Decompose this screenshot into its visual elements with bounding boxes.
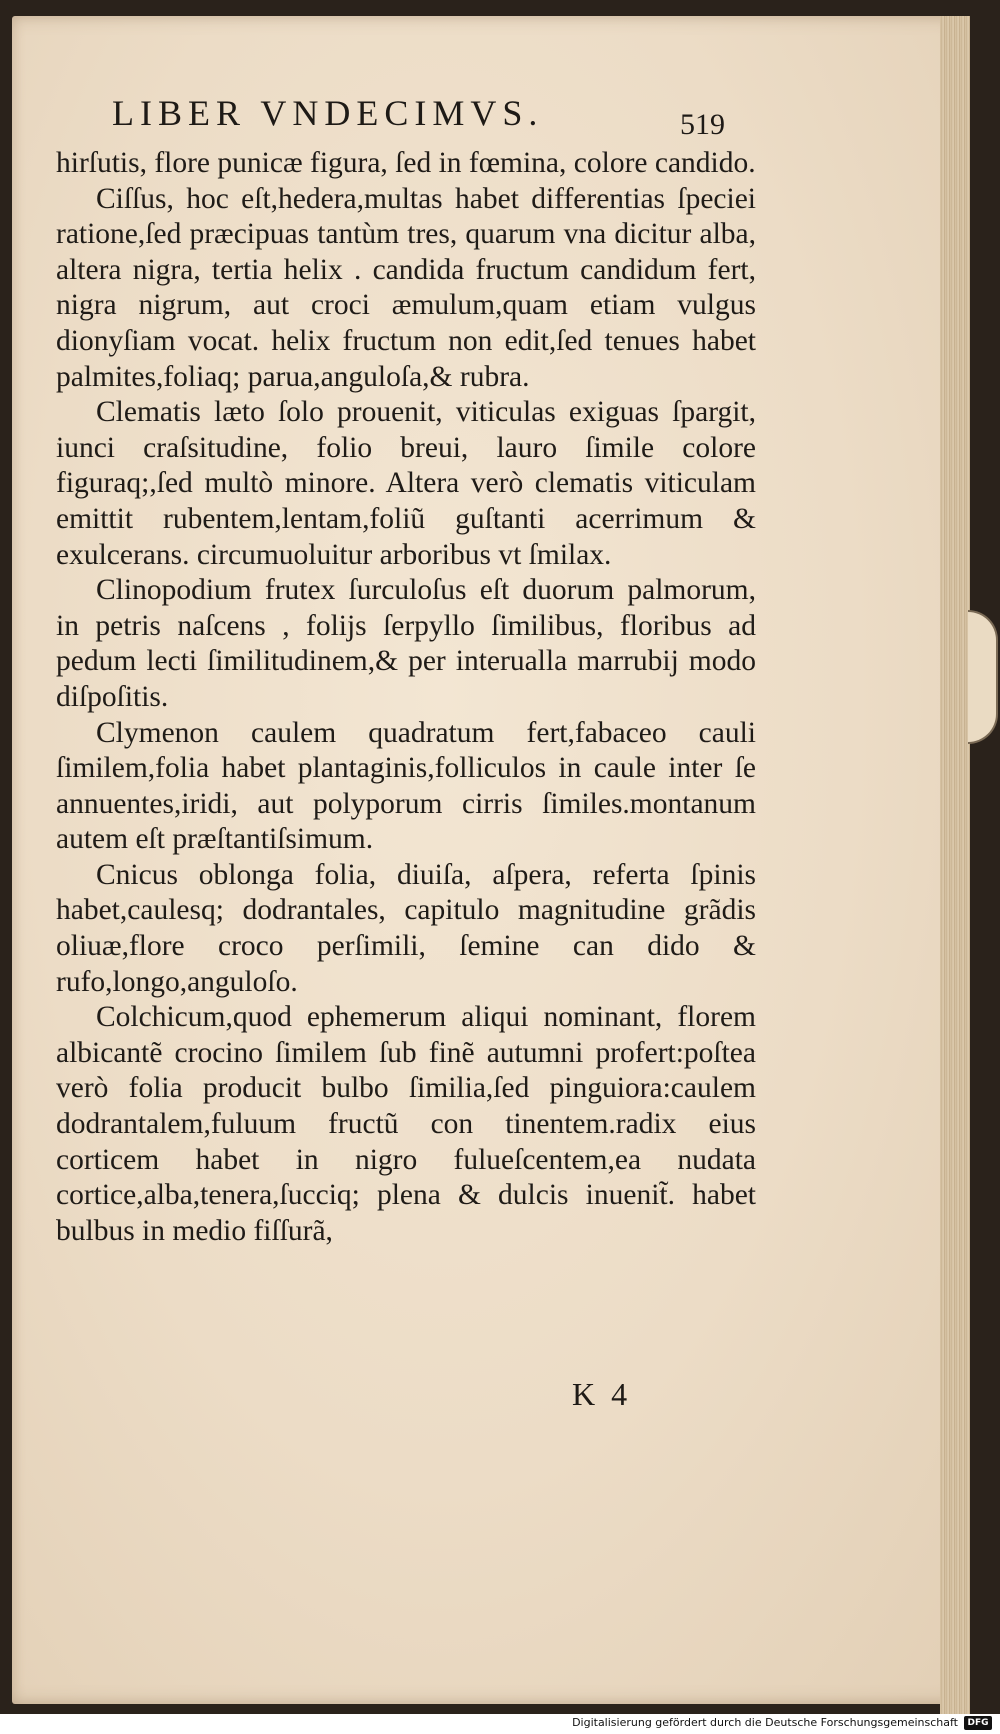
text-block	[56, 146, 756, 1249]
page-number: 519	[680, 108, 725, 141]
page-edge	[940, 16, 970, 1716]
dfg-logo-icon: DFG	[964, 1716, 992, 1730]
page-tab-mark	[968, 610, 998, 744]
paragraph-3: Clematis læto ſolo prouenit, viticulas exiguas ſpargit, iunci craſsitudine, folio breui, lauro ſimile colore figuraq;,ſed multò minore. Altera verò clematis viticulam emittit rubentem,lentam,foliũ guſtanti acerrimum & exulcerans. circumuoluitur arboribus vt ſmilax.	[56, 396, 756, 571]
paragraph-1: hirſutis, flore punicæ figura, ſed in fœmina, colore candido.	[56, 147, 756, 179]
running-title: LIBER VNDECIMVS.	[112, 93, 544, 133]
page-header	[112, 92, 732, 142]
paragraph-5: Clymenon caulem quadratum fert,fabaceo cauli ſimilem,folia habet plantaginis,folliculos in caule inter ſe annuentes,iridi, aut polyporum cirris ſimiles.montanum autem eſt præſtantiſsimum.	[56, 716, 756, 856]
paragraph-7: Colchicum,quod ephemerum aliqui nominant, florem albicantẽ crocino ſimilem ſub finẽ autumni profert:poſtea verò folia producit bulbo ſimilia,ſed pinguiora:caulem dodrantalem,fuluum fructũ con tinentem.radix eius corticem habet in nigro fulueſcentem,ea nudata cortice,alba,tenera,ſucciq; plena & dulcis inuenit̃. habet bulbus in medio fiſſurã,	[56, 1001, 756, 1247]
signature-mark: K 4	[572, 1376, 632, 1412]
paragraph-2: Ciſſus, hoc eſt,hedera,multas habet differentias ſpeciei ratione,ſed præcipuas tantùm tres, quarum vna dicitur alba, altera nigra, tertia helix . candida fructum candidum fert, nigra nigrum, aut croci æmulum,quam etiam vulgus dionyſiam vocat. helix fructum non edit,ſed tenues habet palmites,foliaq; parua,anguloſa,& rubra.	[56, 182, 756, 393]
paragraph-4: Clinopodium frutex ſurculoſus eſt duorum palmorum, in petris naſcens , folijs ſerpyllo ſimilibus, floribus ad pedum lecti ſimilitudinem,& per interualla marrubij modo diſpoſitis.	[56, 574, 756, 713]
footer-credit: Digitalisierung gefördert durch die Deutsche Forschungsgemeinschaft	[572, 1716, 958, 1729]
paragraph-6: Cnicus oblonga folia, diuiſa, aſpera, referta ſpinis habet,caulesq; dodrantales, capitulo magnitudine grãdis oliuæ,flore croco perſimili, ſemine can dido & rufo,longo,anguloſo.	[56, 858, 756, 998]
